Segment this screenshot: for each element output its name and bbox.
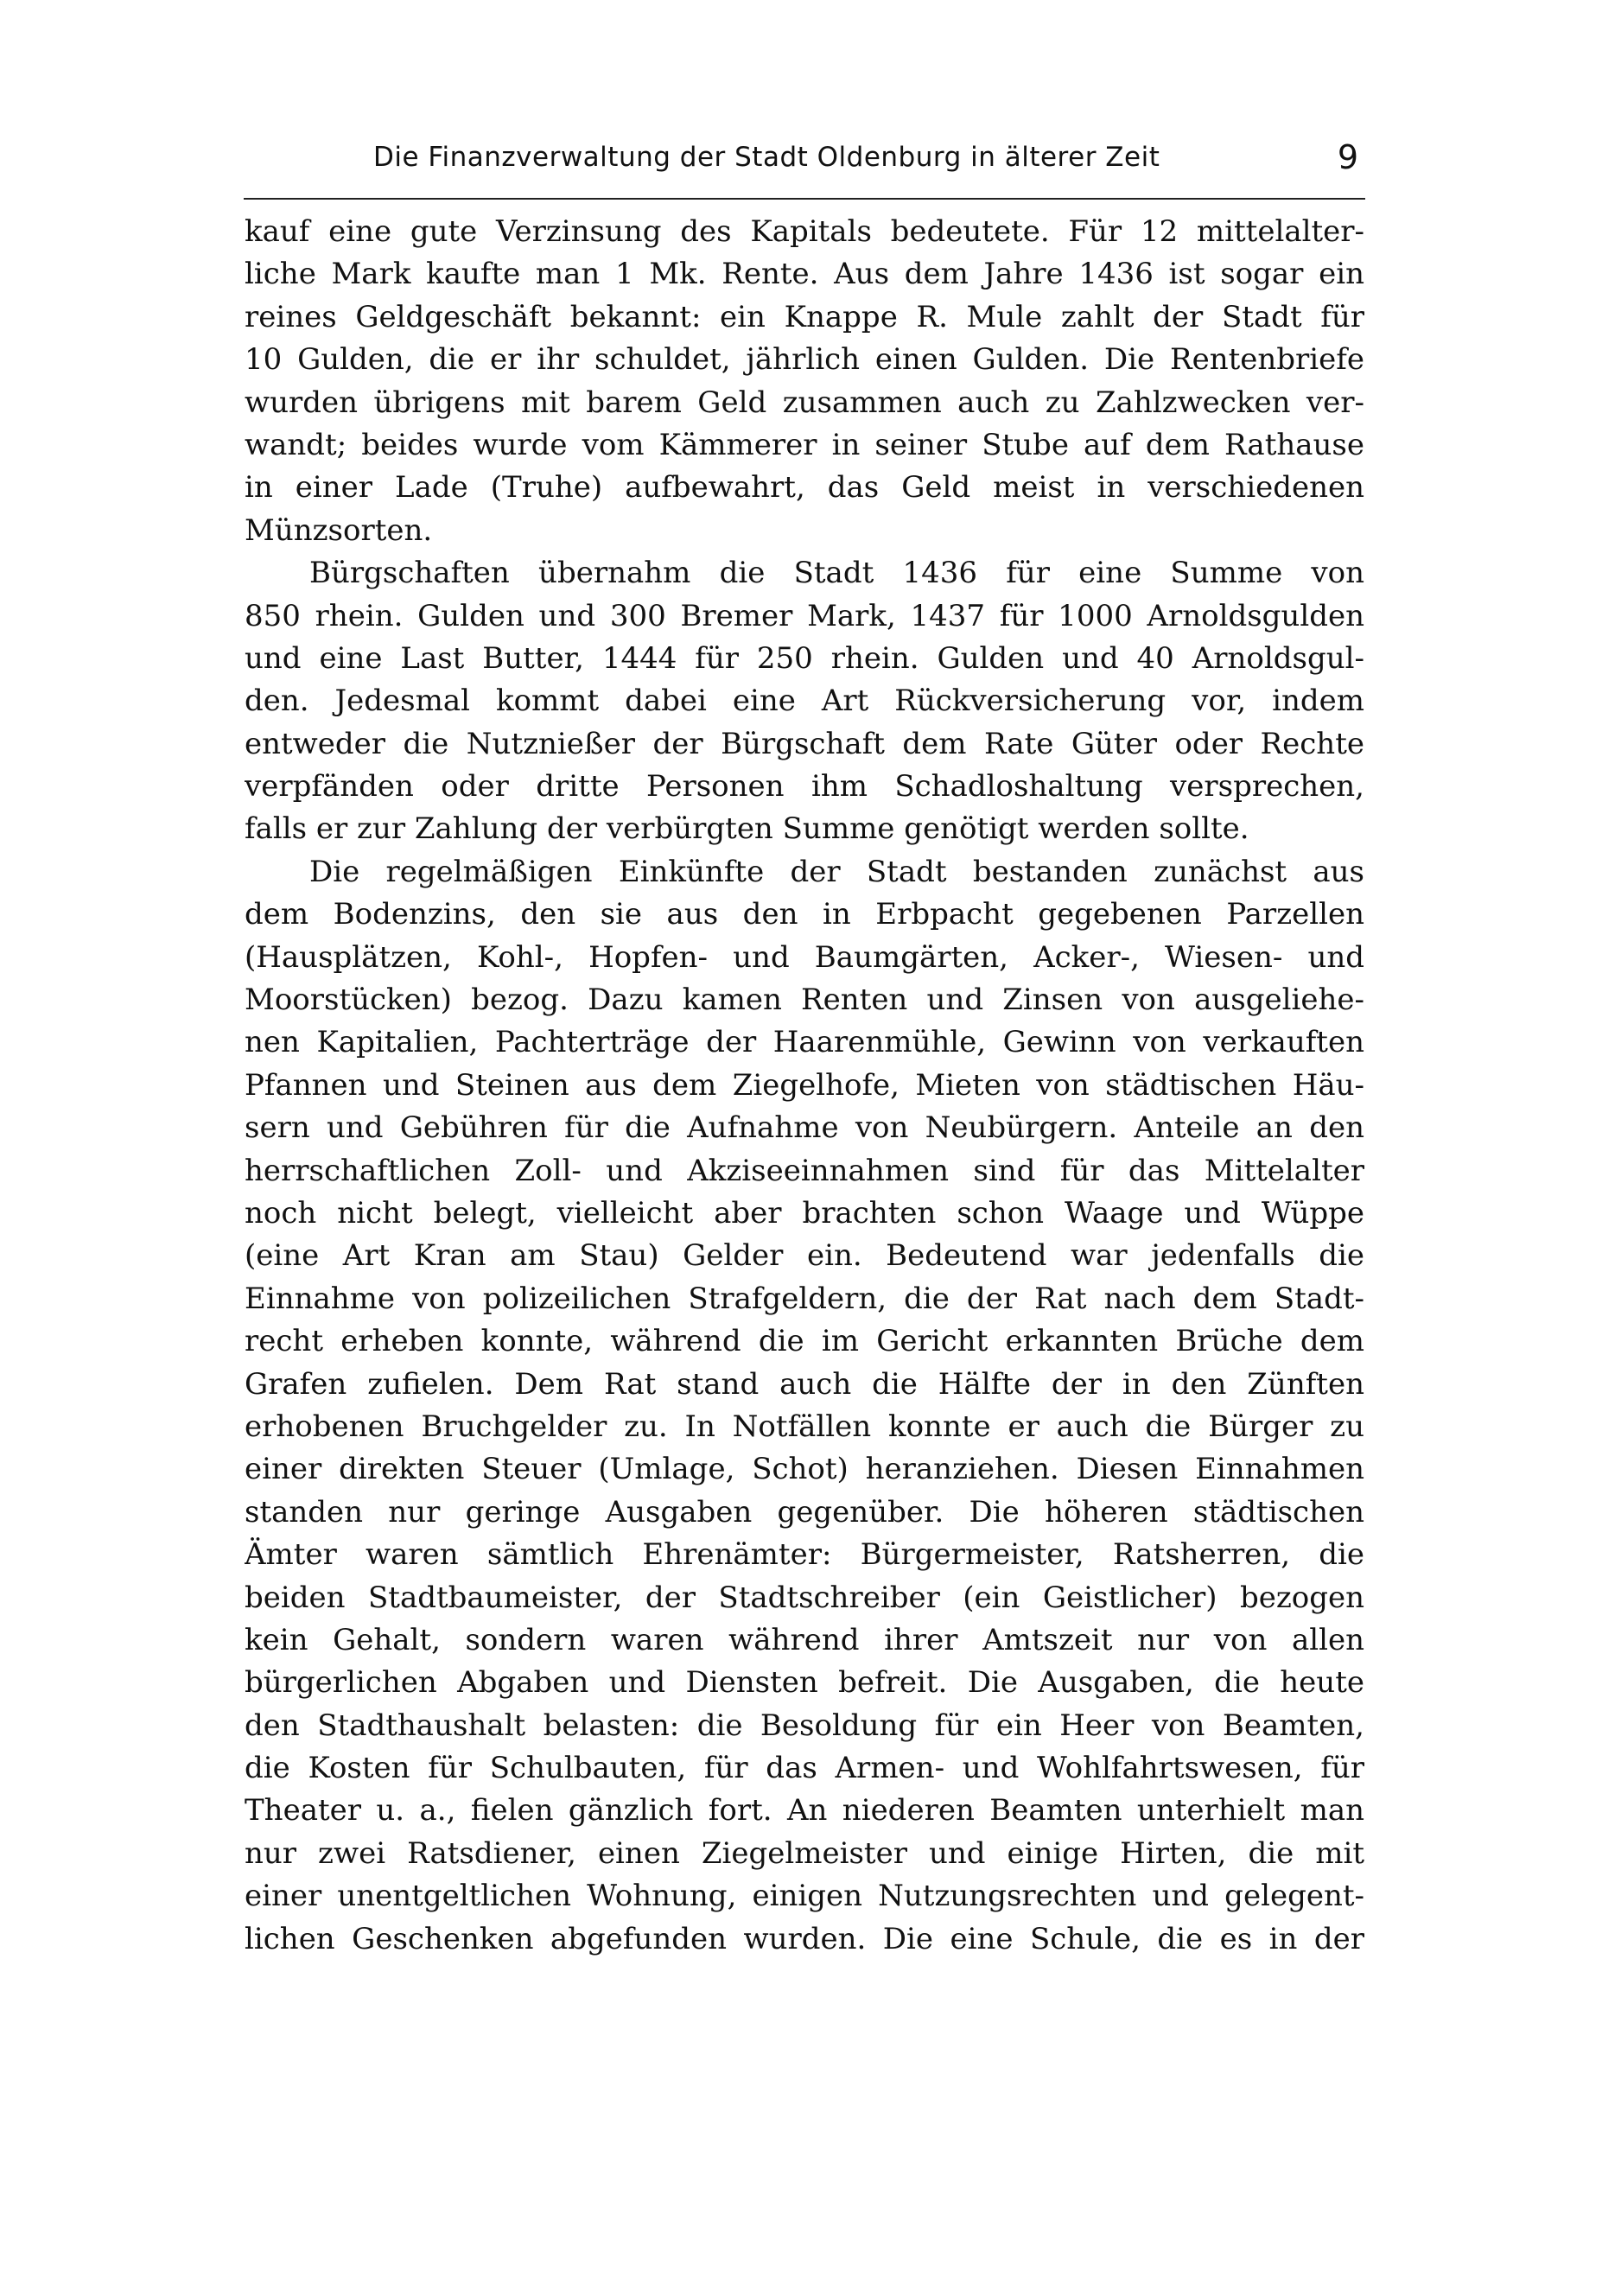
running-head: Die Finanzverwaltung der Stadt Oldenburg in älterer Zeit [373,142,1160,173]
text-line: dem Bodenzins, den sie aus den in Erbpacht gegebenen Parzellen [245,897,1364,932]
text-line: recht erheben konnte, während die im Gericht erkannten Brüche dem [245,1324,1364,1359]
text-line: wurden übrigens mit barem Geld zusammen auch zu Zahlzwecken ver- [245,385,1364,420]
page-header [244,137,1365,188]
text-line: in einer Lade (Truhe) aufbewahrt, das Geld meist in verschiedenen [245,470,1364,506]
text-line: Ämter waren sämtlich Ehrenämter: Bürgermeister, Ratsherren, die [245,1537,1364,1573]
text-line: kein Gehalt, sondern waren während ihrer Amtszeit nur von allen [245,1622,1364,1657]
text-line: falls er zur Zahlung der verbürgten Summe genötigt werden sollte. [245,811,1249,847]
text-line: erhobenen Bruchgelder zu. In Notfällen konnte er auch die Bürger zu [245,1409,1364,1444]
text-line: nur zwei Ratsdiener, einen Ziegelmeister und einige Hirten, die mit [245,1835,1364,1871]
text-line: Münzsorten. [245,512,433,548]
text-line: und eine Last Butter, 1444 für 250 rhein. Gulden und 40 Arnoldsgul- [245,640,1364,676]
text-line: verpfänden oder dritte Personen ihm Schadloshaltung versprechen, [245,769,1364,805]
text-line: den Stadthaushalt belasten: die Besoldung für ein Heer von Beamten, [245,1708,1364,1743]
text-line: reines Geldgeschäft bekannt: ein Knappe R. Mule zahlt der Stadt für [245,299,1364,334]
text-line: 10 Gulden, die er ihr schuldet, jährlich einen Gulden. Die Rentenbriefe [245,342,1364,378]
text-line: Pfannen und Steinen aus dem Ziegelhofe, Mieten von städtischen Häu- [245,1067,1364,1103]
text-line: Moorstücken) bezog. Dazu kamen Renten und Zinsen von ausgeliehe- [245,983,1364,1018]
text-line: (Hausplätzen, Kohl-, Hopfen- und Baumgärten, Acker-, Wiesen- und [245,939,1364,975]
text-line: kauf eine gute Verzinsung des Kapitals bedeutete. Für 12 mittelalter- [245,214,1364,249]
text-line: einer direkten Steuer (Umlage, Schot) heranziehen. Diesen Einnahmen [245,1452,1364,1487]
text-line: sern und Gebühren für die Aufnahme von Neubürgern. Anteile an den [245,1110,1364,1146]
body-text [245,211,1364,2026]
text-line: wandt; beides wurde vom Kämmerer in seiner Stube auf dem Rathause [245,427,1364,462]
text-line: (eine Art Kran am Stau) Gelder ein. Bedeutend war jedenfalls die [245,1238,1364,1274]
text-line: standen nur geringe Ausgaben gegenüber. Die höheren städtischen [245,1494,1364,1530]
text-line: liche Mark kaufte man 1 Mk. Rente. Aus dem Jahre 1436 ist sogar ein [245,257,1364,292]
text-line: 850 rhein. Gulden und 300 Bremer Mark, 1437 für 1000 Arnoldsgulden [245,598,1364,633]
text-line: nen Kapitalien, Pachterträge der Haarenmühle, Gewinn von verkauften [245,1025,1364,1060]
header-rule [244,198,1365,200]
text-line: Bürgschaften übernahm die Stadt 1436 für eine Summe von [309,556,1364,591]
text-line: Theater u. a., fielen gänzlich fort. An niederen Beamten unterhielt man [245,1793,1364,1829]
text-line: entweder die Nutznießer der Bürgschaft dem Rate Güter oder Rechte [245,726,1364,761]
text-line: einer unentgeltlichen Wohnung, einigen Nutzungsrechten und gelegent- [245,1879,1364,1914]
text-line: den. Jedesmal kommt dabei eine Art Rückversicherung vor, indem [245,684,1364,719]
text-line: Einnahme von polizeilichen Strafgeldern, die der Rat nach dem Stadt- [245,1281,1364,1316]
text-line: noch nicht belegt, vielleicht aber brachten schon Waage und Wüppe [245,1195,1364,1231]
text-line: beiden Stadtbaumeister, der Stadtschreiber (ein Geistlicher) bezogen [245,1580,1364,1615]
page-number: 9 [1337,138,1358,176]
text-line: bürgerlichen Abgaben und Diensten befreit. Die Ausgaben, die heute [245,1665,1364,1701]
text-line: Grafen zufielen. Dem Rat stand auch die Hälfte der in den Zünften [245,1366,1364,1402]
text-line: lichen Geschenken abgefunden wurden. Die eine Schule, die es in der [245,1921,1364,1956]
text-line: herrschaftlichen Zoll- und Akziseeinnahmen sind für das Mittelalter [245,1153,1364,1188]
text-line: die Kosten für Schulbauten, für das Armen- und Wohlfahrtswesen, für [245,1751,1364,1786]
text-line: Die regelmäßigen Einkünfte der Stadt bestanden zunächst aus [309,854,1364,889]
